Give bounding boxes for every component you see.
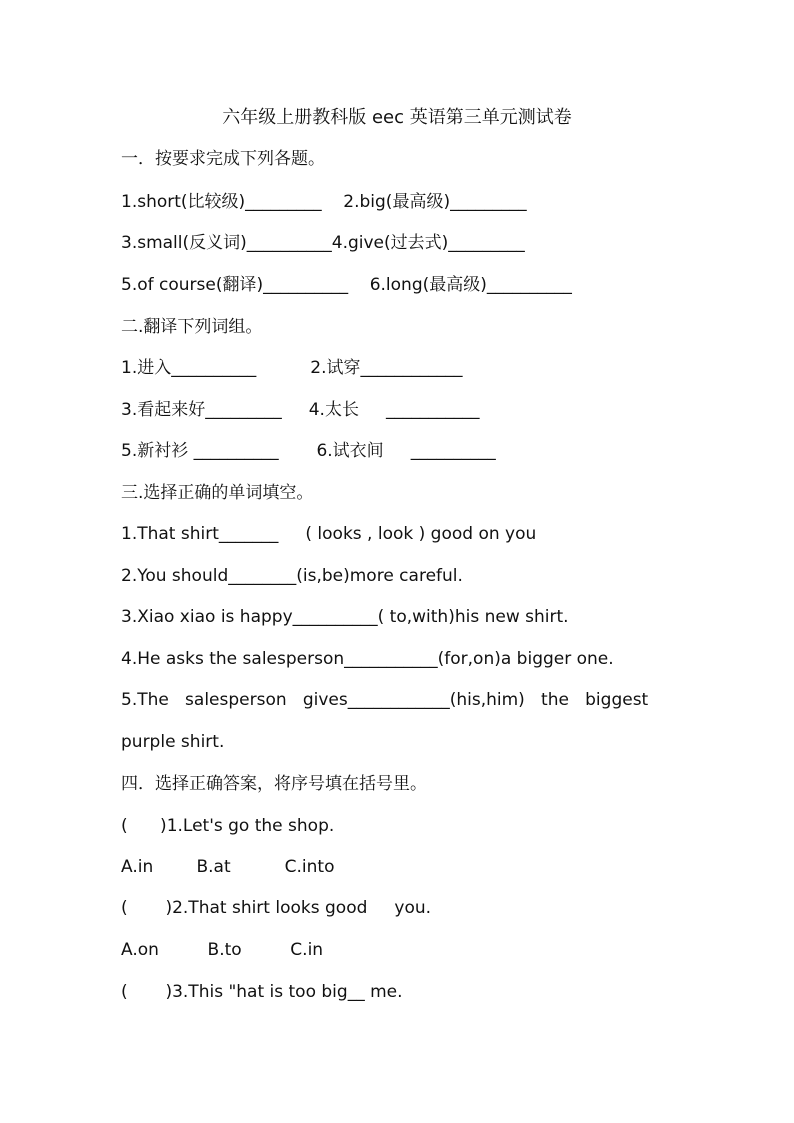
section-1-line-1: 1.short(比较级)_________ 2.big(最高级)_________ bbox=[121, 192, 527, 212]
section-2-line-2: 3.看起来好_________ 4.太长 ___________ bbox=[121, 400, 480, 420]
section-1-line-2: 3.small(反义词)__________4.give(过去式)_________ bbox=[121, 233, 525, 253]
section-1-heading: 一．按要求完成下列各题。 bbox=[121, 149, 325, 169]
section-3-heading: 三.选择正确的单词填空。 bbox=[121, 483, 314, 503]
section-3-line-4: 4.He asks the salesperson___________(for,on)a bigger one. bbox=[121, 649, 614, 669]
section-4-options-2: A.on B.to C.in bbox=[121, 940, 324, 960]
section-4-question-3: ( )3.This "hat is too big__ me. bbox=[121, 982, 403, 1002]
section-4-question-1: ( )1.Let's go the shop. bbox=[121, 816, 335, 836]
section-4-question-2: ( )2.That shirt looks good you. bbox=[121, 898, 432, 918]
section-2-line-1: 1.进入__________ 2.试穿____________ bbox=[121, 358, 463, 378]
section-3-line-5: 5.The salesperson gives____________(his,him) the biggest bbox=[121, 690, 649, 710]
section-4-options-1: A.in B.at C.into bbox=[121, 857, 335, 877]
section-3-line-1: 1.That shirt_______ ( looks , look ) good on you bbox=[121, 524, 537, 544]
section-3-line-3: 3.Xiao xiao is happy__________( to,with)his new shirt. bbox=[121, 607, 569, 627]
section-1-line-3: 5.of course(翻译)__________ 6.long(最高级)__________ bbox=[121, 275, 572, 295]
section-4-heading: 四．选择正确答案，将序号填在括号里。 bbox=[121, 774, 427, 794]
section-2-line-3: 5.新衬衫 __________ 6.试衣间 __________ bbox=[121, 441, 496, 461]
section-3-line-2: 2.You should________(is,be)more careful. bbox=[121, 566, 463, 586]
section-2-heading: 二.翻译下列词组。 bbox=[121, 317, 263, 337]
page-title: 六年级上册教科版 eec 英语第三单元测试卷 bbox=[222, 107, 572, 128]
section-3-line-6: purple shirt. bbox=[121, 732, 225, 752]
